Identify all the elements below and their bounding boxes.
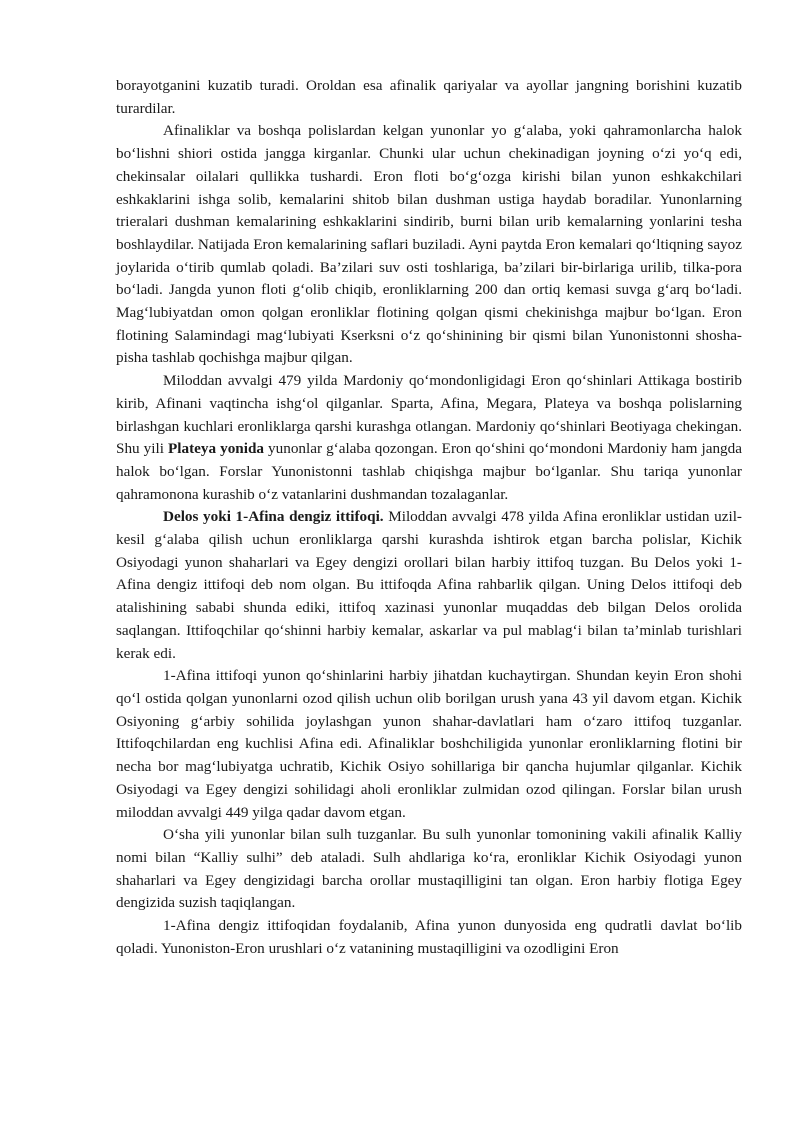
- paragraph-text: O‘sha yili yunonlar bilan sulh tuzganlar. Bu sulh yunonlar tomonining vakili afinalik Kalliy nomi bilan “Kalliy sulhi” deb ataladi. Sulh ahdlariga ko‘ra, eronliklar Kichik Osiyodagi yunon shaharlari va Egey dengizidagi barcha orollar mustaqilligini tan olgan. Eron harbiy flotiga Egey dengizida suzish taqiqlangan.: [116, 826, 742, 912]
- document-page: [116, 75, 742, 960]
- paragraph-0: [116, 75, 742, 120]
- paragraph-3: [116, 506, 742, 665]
- paragraph-2: [116, 370, 742, 506]
- bold-phrase-plateya: Plateya yonida: [167, 440, 264, 458]
- paragraph-5: [116, 824, 742, 915]
- paragraph-text: Afinaliklar va boshqa polislardan kelgan yunonlar yo g‘alaba, yoki qahramonlarcha halok bo‘lishni shiori ostida jangga kirganlar. Chunki ular uchun chekinadigan joyning o‘zi yo‘q edi, chekinsalar oilalari qullikka tushardi. Eron floti bo‘g‘ozga kirishi bilan yunon eshkakchilari eshkaklarini ishga solib, kemalarini shitob bilan dushman ustiga haydab boradilar. Yunonlarning trieralari dushman kemalarining eshkaklarini sindirib, burni bilan urib kemalarning yonlarini tesha boshlaydilar. Natijada Eron kemalarining saflari buziladi. Ayni paytda Eron kemalari qo‘ltiqning sayoz joylarida o‘tirib qumlab qoladi. Ba’zilari suv osti toshlariga, ba’zilari bir-birlariga urilib, tilka-pora bo‘ladi. Jangda yunon floti g‘olib chiqib, eronliklarning 200 dan ortiq kemasi suvga g‘arq bo‘ladi. Mag‘lubiyatdan omon qolgan eronliklar flotining qolgan qismi chekinishga majbur bo‘lgan. Eron flotining Salamindagi mag‘lubiyati Kserksni o‘z qo‘shinining bir qismi bilan Yunonistonni shosha-pisha tashlab qochishga majbur qilgan.: [116, 122, 742, 367]
- paragraph-text: yunonlar g‘alaba qozongan. Eron qo‘shini qo‘mondoni Mardoniy ham jangda halok bo‘lgan. Forslar Yunonistonni tashlab chiqishga majbur bo‘lganlar. Shu tariqa yunonlar qahramonona kurashib o‘z vatanlarini dushmandan tozalaganlar.: [116, 440, 742, 503]
- section-heading-delos: Delos yoki 1-Afina dengiz ittifoqi.: [163, 508, 384, 526]
- paragraph-1: [116, 120, 742, 370]
- paragraph-text: borayotganini kuzatib turadi. Oroldan esa afinalik qariyalar va ayollar jangning borishini kuzatib turardilar.: [116, 77, 742, 117]
- paragraph-6: [116, 915, 742, 960]
- paragraph-text: Miloddan avvalgi 478 yilda Afina eronliklar ustidan uzil-kesil g‘alaba qilish uchun eronliklarga qarshi kurashda ishtirok etgan barcha polislar, Kichik Osiyodagi yunon shaharlari va Egey dengizi orollari bilan harbiy ittifoq tuzgan. Bu Delos yoki 1-Afina dengiz ittifoqi deb nom olgan. Bu ittifoqda Afina rahbarlik qilgan. Uning Delos ittifoqi deb atalishining sababi shunda ediki, ittifoq xazinasi yunonlar muqaddas deb bilgan Delos orolida saqlangan. Ittifoqchilar qo‘shinni harbiy kemalar, askarlar va pul mablag‘i bilan ta’minlab turishlari kerak edi.: [116, 508, 742, 662]
- paragraph-4: [116, 665, 742, 824]
- paragraph-text: 1-Afina ittifoqi yunon qo‘shinlarini harbiy jihatdan kuchaytirgan. Shundan keyin Eron shohi qo‘l ostida qolgan yunonlarni ozod qilish uchun olib borilgan urush yana 43 yil davom etgan. Kichik Osiyoning g‘arbiy sohilida joylashgan yunon shahar-davlatlari ham o‘zaro ittifoq tuzganlar. Ittifoqchilardan eng kuchlisi Afina edi. Afinaliklar boshchiligida yunonlar eronliklarning flotini bir necha bor mag‘lubiyatga uchratib, Kichik Osiyo sohillariga bir qancha hujumlar qilganlar. Kichik Osiyodagi va Egey dengizi sohilidagi aholi eronliklar zulmidan ozod qilingan. Forslar bilan urush miloddan avvalgi 449 yilga qadar davom etgan.: [116, 667, 742, 821]
- paragraph-text: Miloddan avvalgi 479 yilda Mardoniy qo‘mondonligidagi Eron qo‘shinlari Attikaga bostirib kirib, Afinani vaqtincha ishg‘ol qilganlar. Sparta, Afina, Megara, Plateya va boshqa polislarning birlashgan kuchlari eronliklarga qarshi kurashga otlangan. Mardoniy qo‘shinlari Beotiyaga chekingan. Shu yili: [116, 372, 742, 458]
- paragraph-text: 1-Afina dengiz ittifoqidan foydalanib, Afina yunon dunyosida eng qudratli davlat bo‘lib qoladi. Yunoniston-Eron urushlari o‘z vatanining mustaqilligini va ozodligini Eron: [116, 917, 742, 957]
